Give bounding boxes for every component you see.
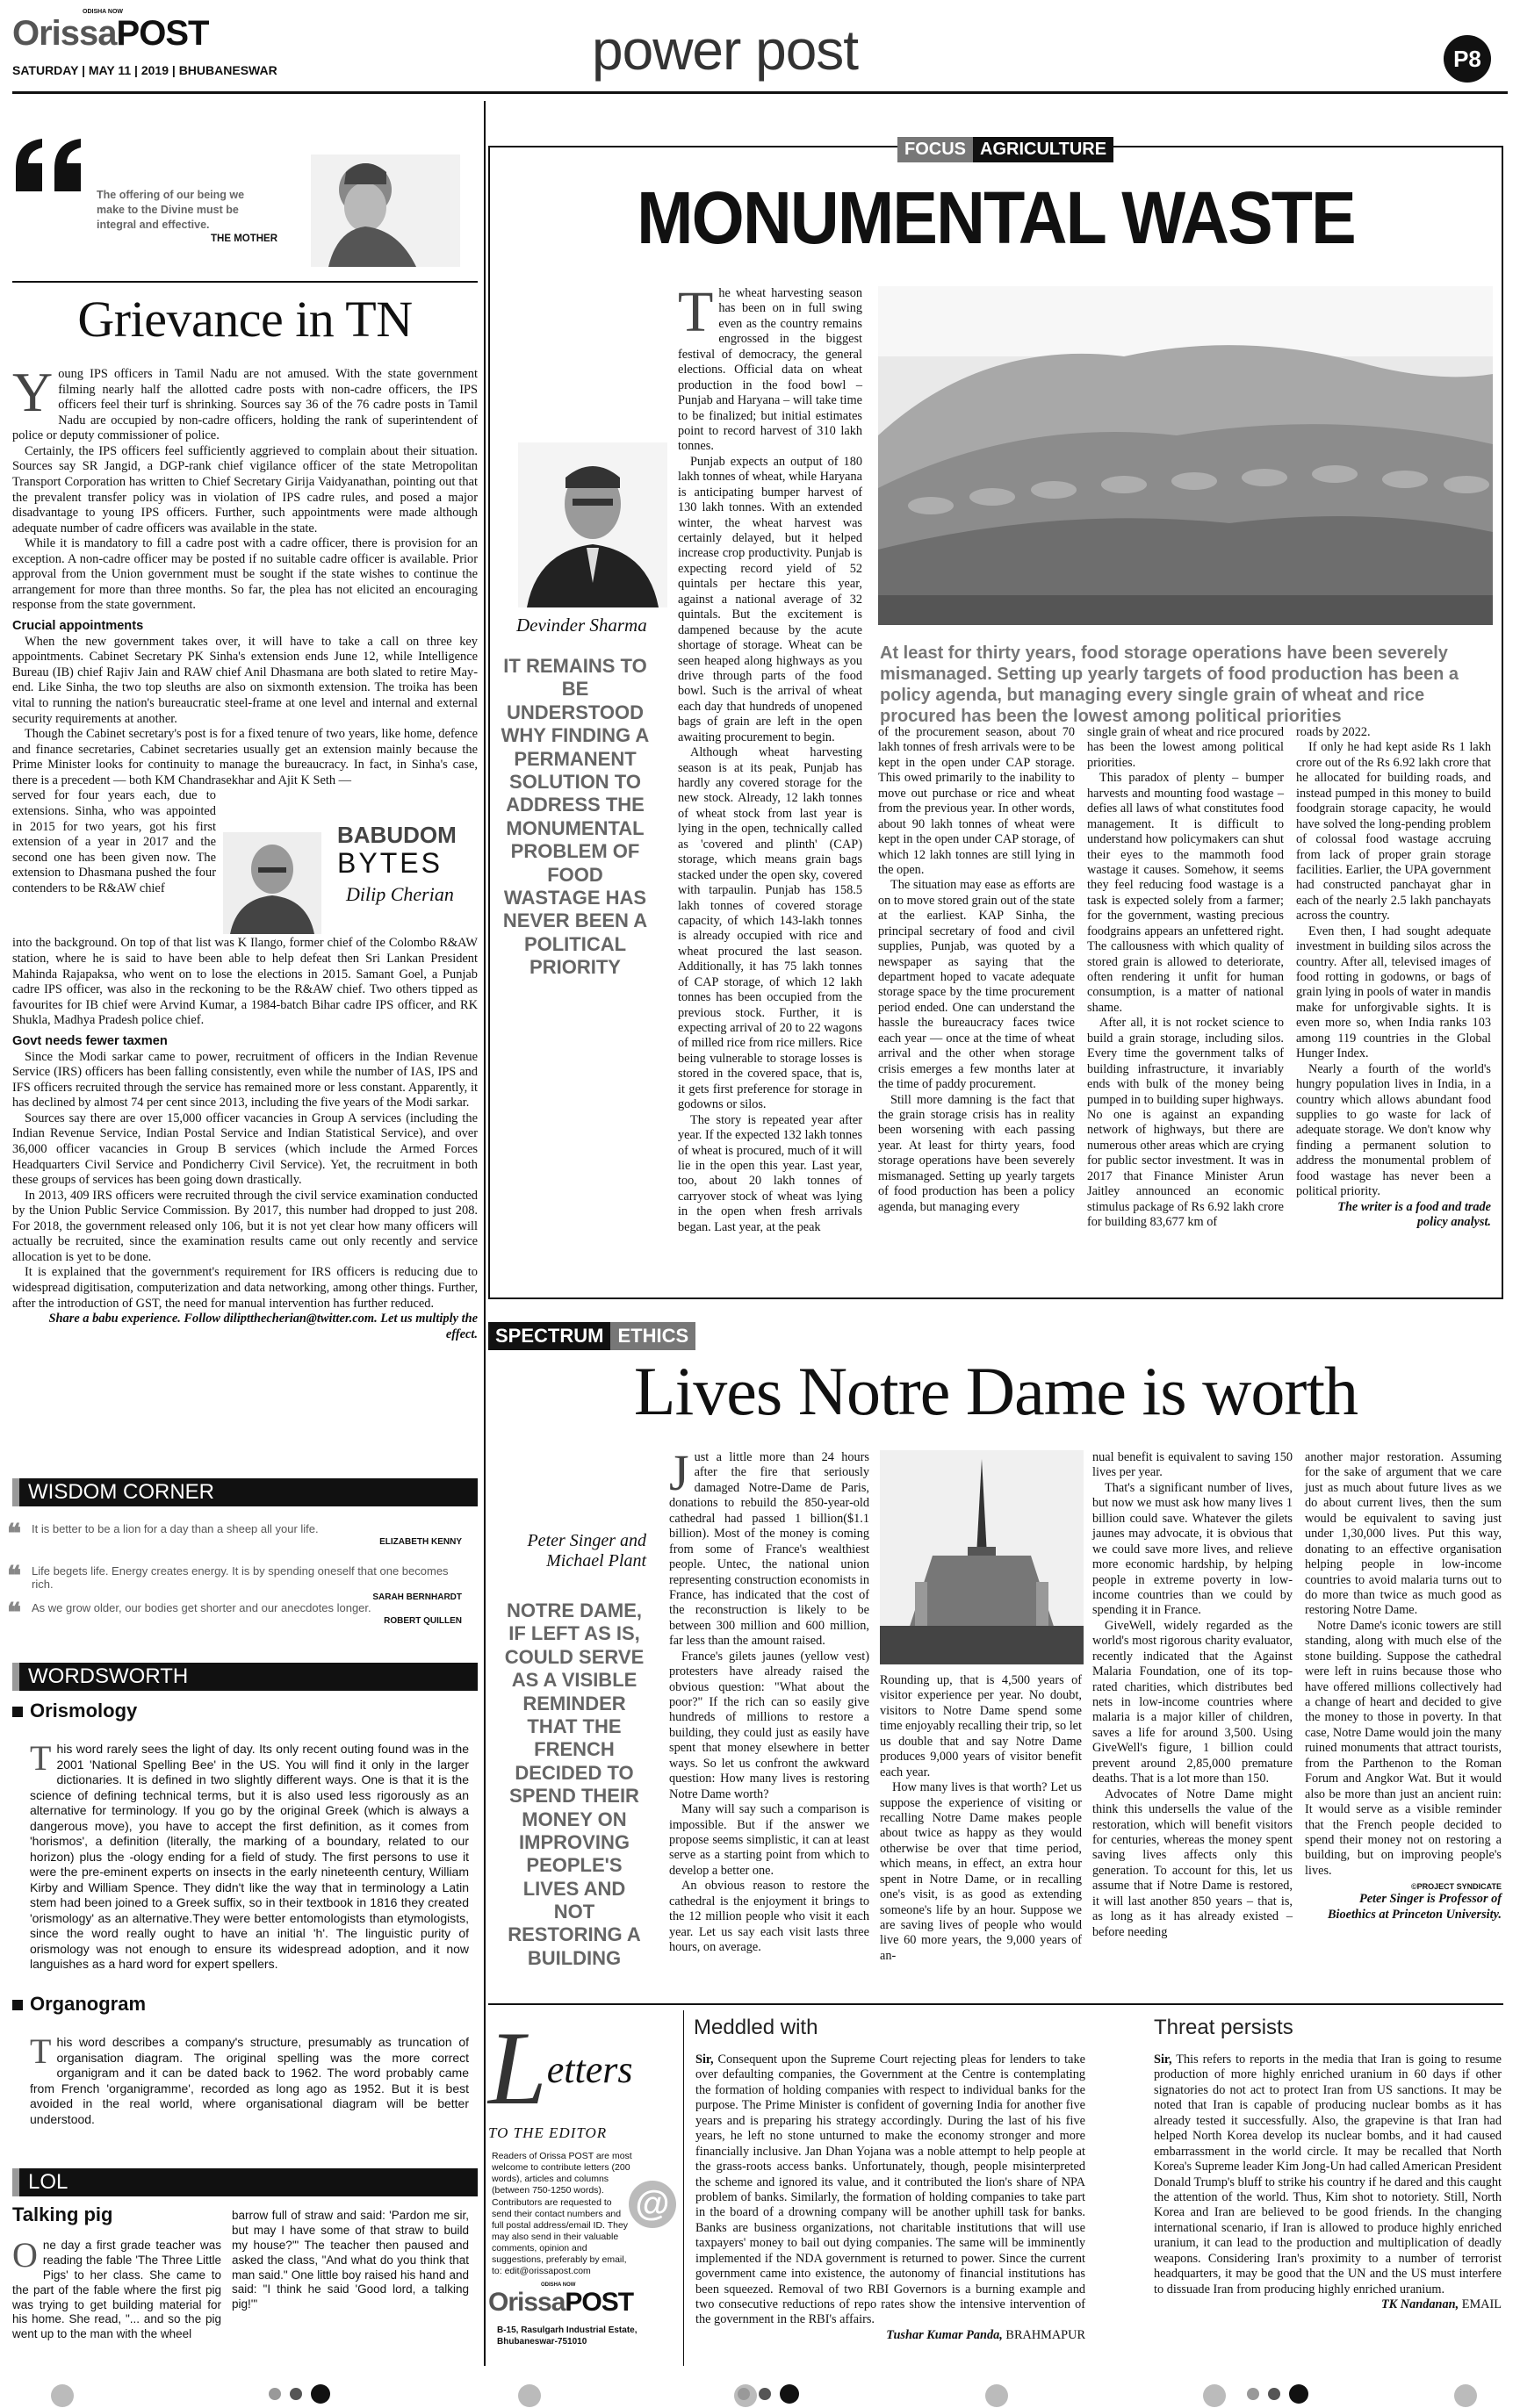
- letters-sub: TO THE EDITOR: [488, 2124, 608, 2141]
- quote-mark-icon: [12, 137, 88, 193]
- quote-author: THE MOTHER: [211, 234, 278, 244]
- spectrum-col1: J ust a little more than 24 hours after the fire that seriously damaged Notre-Dame de Paris, donations to rebuild the 850-year-old cathedral had passed 1 billion($1.1 billion). Most of the money is coming from some of France's wealthiest people. Untec, the national union representing construction economists in France, has indicated that the cost of the reconstruction is likely to be between 300 million and 600 million, far less than the amount raised. France's gilets jaunes (yellow vest) protesters have already raised the obvious question: "What about the poor?" If the rich can so easily give hundreds of millions to restore a building, they could just as easily have spent that money elsewhere in better ways. So let us confront the awkward question: How many lives is restoring Notre Dame worth? Many will say such a comparison is impossible. But if the answer we propose seems simplistic, it can at least serve as a starting point from which to develop a better one. An obvious reason to restore the cathedral is the enjoyment it brings to the 12 million people who visit it each year. Let us say each visit lasts three hours, on average.: [669, 1444, 869, 1954]
- subhead-fewer-taxmen: Govt needs fewer taxmen: [12, 1033, 168, 1048]
- portrait-illustration: [518, 442, 667, 607]
- grievance-para: Though the Cabinet secretary's post is for a fixed tenure of two years, like home, defence and finance secretaries, Cabinet secretaries usually get an extension mainly because the Prime Minister looks for continuity to manage the bureaucracy. In fact, in Sinha's case, there is a precedent — both KM Chandrasekhar and Ajit K Seth —: [12, 727, 478, 787]
- spectrum-tags: [488, 1322, 695, 1350]
- page-number-badge: P8: [1444, 35, 1491, 83]
- quote-mark-icon: ❝: [7, 1520, 22, 1549]
- letters-brand-logo: OrissaPOST: [488, 2288, 634, 2317]
- grievance-article: [12, 361, 478, 1342]
- masthead-rule: [12, 91, 1508, 94]
- babudom-wrap: [12, 788, 478, 936]
- registration-mark: [1454, 2384, 1477, 2407]
- notre-dame-photo: [880, 1450, 1084, 1664]
- letter1-title: Meddled with: [694, 2016, 818, 2039]
- date-line: SATURDAY | MAY 11 | 2019 | BHUBANESWAR: [12, 63, 277, 77]
- grievance-para: oung IPS officers in Tamil Nadu are not amused. With the state government filming nearly half the allotted cadre posts with non-cadre officers, the IPS officers feel their turf is shrinking. Sources say 36 of the 76 cadre posts in Tamil Nadu are occupied by non-cadre officers, holding the rank of superintendent of police or deputy commissioner of police.: [12, 367, 478, 443]
- spectrum-author: Peter Singer and Michael Plant: [527, 1531, 646, 1571]
- the-mother-photo: [311, 155, 460, 267]
- copyright: ©PROJECT SYNDICATE: [1411, 1882, 1502, 1892]
- focus-signoff: The writer is a food and trade policy analyst.: [1337, 1199, 1491, 1229]
- tag-focus: FOCUS: [897, 137, 973, 162]
- wordsworth-header: WORDSWORTH: [12, 1663, 478, 1691]
- letters-top-rule: [488, 2003, 1503, 2005]
- wrap-text: served for four years each, due to extensions. Sinha, who was appointed in 2015 for two years, got his first extension of a year in 2017 and the second one has been given now. The extension to Dhasmana pushed the four contenders to be R&AW chief: [12, 788, 216, 895]
- column-author: Dilip Cherian: [346, 883, 454, 906]
- word-orismology: Orismology: [12, 1700, 137, 1722]
- subhead-crucial-appointments: Crucial appointments: [12, 619, 144, 633]
- brand-logo: OrissaPOST: [12, 14, 209, 53]
- column-name-babudom: BABUDOM: [337, 822, 457, 849]
- focus-col2: of the procurement season, about 70 lakh tonnes of fresh arrivals were to be kept in the open under CAP storage. This owed primarily to the inability to move out purchase or rice and wheat from the previous year. In other words, about 90 lakh tonnes of wheat were kept in the open under CAP storage, of which 12 lakh tonnes are still lying in the open. The situation may ease as efforts are on to move stored grain out of the state at the earliest. KAP Sinha, the principal secretary of food and civil supplies, Punjab, was quoted by a newspaper as saying that the department hoped to vacate adequate storage space by the time procurement period ended. One can understand the hassle the bureaucracy faces twice each year — once at the time of wheat arrival and the other when storage crisis emerges a few months later at the time of paddy procurement. Still more damning is the fact that the grain storage crisis has in reality been worsening with each passing year. At least for thirty years, food storage operations have been severely mismanaged. Setting up yearly targets of food production has been a policy agenda, but managing every: [878, 725, 1075, 1214]
- wisdom-item: ❝ Life begets life. Energy creates energy. It is by spending oneself that one becomes rich. SARAH BERNHARDT: [7, 1562, 462, 1602]
- letter2-body: Sir, This refers to reports in the media that Iran is going to resume production of more highly enriched uranium in 60 days if other signatories do not act to protect Iran from US sanctions. It may be noted that Iran is capable of producing nuclear bombs as it has already tested it successfully. Also, the grapevine is that Iran had helped North Korea develop its nuclear bombs, and it had caused embarrassment in the world circle. It may be recalled that North Korea's Supreme leader Kim Jong-Un had called American President Donald Trump's bluff to strike his country if he dared and this caught the attention of the world. Thus, Kim shot to notoriety. Still, North Korea and Iran are believed to be good friends. In the changing international scenario, if Iran is allowed to produce highly enriched uranium, it can lead to the production and multiplication of deadly weapons. Considering Iran's proximity to a number of terrorist headquarters, it may be good that the UN and the US must interfere to dissuade Iran from producing highly enriched uranium. TK Nandanan, EMAIL: [1154, 2052, 1502, 2311]
- grievance-para: When the new government takes over, it will have to take a call on three key appointments. Cabinet Secretary PK Sinha's extension ends June 12, while Intelligence Bureau (IB) chief Rajiv Jain and RAW chief Anil Dhasmana are both slated to retire May-end. Like Sinha, the two top sleuths are also on sixmonth extension. The troika has been vital to running the nation's bureaucratic steel-frame at one level and internal and external security requirements at another.: [12, 634, 478, 726]
- wisdom-item: ❝ As we grow older, our bodies get shorter and our anecdotes longer. ROBERT QUILLEN: [7, 1599, 462, 1628]
- orismology-text: This word rarely sees the light of day. Its only recent outing found was in the 2001 'National Spelling Bee' in the US. You will find it only in the larger dictionaries. It is defined in two slightly different ways. One is that it is the science of defining technical terms, but it is also used less rigorously as an alternative for terminology. If you go by the original Greek (which is always a dangerous move), you have to accept the first definition, as it comes from 'horismos', a definition (literally, the marking of a boundary, related to our horizon) plus the -ology ending for a field of study. The first persons to use it were the pre-eminent experts on insects in the early nineteenth century, William Kirby and William Spence. They didn't like the way that in terminology a Latin stem had been joined to a Greek suffix, so in their textbook in 1816 they created 'orismology' as an alternative.They were better entomologists than etymologists, since the word really ought to have an initial 'h'. The linguistic purity of orismology was not enough to ensure its widespread adoption, and it now languishes as a hard word for expert spellers.: [30, 1738, 469, 1971]
- grievance-signoff: Share a babu experience. Follow diliptthecherian@twitter.com. Let us multiply the effect.: [48, 1312, 478, 1341]
- registration-mark: [985, 2384, 1008, 2407]
- grievance-para: Certainly, the IPS officers feel sufficiently aggrieved to complain about their situation. Sources say SR Jangid, a DGP-rank chief vigilance officer of the state Metropolitan Transport Corporation has written to Chief Secretary Girija Vaidyanathan, pointing out that the prevalent transfer policy was in violation of IPS cadre rules, and posed a major disadvantage to young IPS officers. Further, such appointments were made although adequate number of cadre officers was available in the state.: [12, 443, 478, 536]
- registration-mark: [1289, 2384, 1308, 2404]
- focus-col3: single grain of wheat and rice procured has been the lowest among political priorities. This paradox of plenty – bumper harvests and mounting food wastage – defies all laws of what constitutes food management. It is difficult to understand how policymakers can shut their eyes to the mammoth food wastage it causes. Somehow, it seems they feel reducing food wastage is a task is expected solely from a farmer; for the government, wasting precious foodgrains appears an unfettered right. The callousness with which quality of stored grain is allowed to deteriorate, often rendering it unfit for human consumption, is a matter of national shame. After all, it is not rocket science to build a grain storage, including silos. Every time the government talks of building infrastructure, it invariably ends with bulk of the money being pumped in to building super highways. No one is against an expanding network of highways, but there are numerous other areas which are crying for public sector investment. It was in 2017 that Finance Minister Arun Jaitley announced an economic stimulus package of Rs 6.92 lakh crore for building 83,677 km of: [1087, 725, 1284, 1229]
- grievance-para: While it is mandatory to fill a cadre post with a cadre officer, there is provision for an exception. A non-cadre officer may be posted if no suitable cadre officer is available. Prior approval from the Union government must be sought if the state wishes to continue the arrangement for more than three months. So far, the plea has not elicited an encouraging response from the state government.: [12, 536, 478, 613]
- left-column-divider: [484, 101, 486, 2366]
- dropcap: T: [30, 1738, 52, 1778]
- quote-text: The offering of our being we make to the Divine must be integral and effective.: [97, 189, 245, 231]
- registration-mark: [1203, 2384, 1226, 2407]
- registration-mark: [51, 2384, 74, 2407]
- lol-header: LOL: [12, 2168, 478, 2196]
- letter1-body: Sir, Consequent upon the Supreme Court rejecting pleas for lenders to take over defaulting companies, the Government at the Centre is contemplating the formation of holding companies with respect to individual banks for the purpose. The Prime Minister is confident of governing India for another five years and is preparing his strategy accordingly. During the last of his five years, he left no stone unturned to make the economy stronger and more financially inclusive. Jan Dhan Yojana was a noble attempt to help people at the grass-roots access banks. Unfortunately, though, people misinterpreted the scheme and ignored its value, and it contributed the lion's share of NPA problem of banks. Similarly, the formation of holding companies to take part in the board of a drowning company will be another uphill task for banks. Banks are business organizations, not charitable institutions that will use taxpayers' money to bail out dying companies. The same will be imminently implemented if the NDA government is returned to power. Since the current government came into existence, the autonomy of financial institutions has been squeezed. Removal of two RBI Governors is a burning example and two consecutive reductions of repo rates show the intensive intervention of the government in the RBI's affairs. Tushar Kumar Panda, BRAHMAPUR: [695, 2052, 1085, 2342]
- focus-col4: roads by 2022. If only he had kept aside Rs 1 lakh crore out of the Rs 6.92 lakh crore that he allocated for building roads, and instead pumped in this money to build foodgrain storage capacity, he would have solved the long-pending problem of colossal food wastage accruing from lack of proper grain storage facilities. Earlier, the UPA government had constructed panchayat ghar in each of the nearly 2.5 lakh panchayats across the country. Even then, I had sought adequate investment in building silos across the country. After all, televised images of food rotting in godowns, or bags of grain lying in pools of water in mandis make for unforgivable sights. It is even more so, when India ranks 103 among 119 countries in the Global Hunger Index. Nearly a fourth of the world's hungry population lives in India, in a country which allows abundant food supplies to go waste for lack of adequate storage. We don't know why finding a permanent solution to address the monumental problem of food wastage has never been a political priority. The writer is a food and trade policy analyst.: [1296, 725, 1491, 1229]
- bullet-icon: [12, 1707, 23, 1717]
- focus-photo-caption: At least for thirty years, food storage operations have been severely mismanaged. Setting up yearly targets of food production has been a policy agenda, but managing every single grain of wheat and rice procured has been the lowest among political priorities: [880, 643, 1459, 726]
- grain-sacks-photo: [878, 286, 1493, 625]
- letters-info: Readers of Orissa POST are most welcome to contribute letters (200 words), articles and columns (between 750-1250 words). Contributors are requested to send their contact numbers and full postal address/email ID. They may also send in their valuable comments, opinion and suggestions, preferably by email, to: edit@orissapost.com: [492, 2151, 632, 2277]
- column-name-bytes: BYTES: [337, 847, 443, 880]
- devinder-sharma-photo: [518, 442, 667, 607]
- spectrum-signoff: Peter Singer is Professor of Bioethics at Princeton University.: [1327, 1892, 1502, 1922]
- registration-mark: [780, 2384, 799, 2404]
- letters-brand-small: ODISHA NOW: [541, 2282, 576, 2288]
- grievance-para: In 2013, 409 IRS officers were recruited through the civil service examination conducted by the Union Public Service Commission. By 2017, this number had dropped to just 208. For 2018, the government released only 106, but it is not yet clear how many officers will actually be recruited, since the examination results came out only recently and service allocation is yet to be done.: [12, 1188, 478, 1264]
- quote-rule: [12, 281, 478, 283]
- registration-mark: [290, 2388, 302, 2400]
- quote-mark-icon: ❝: [7, 1562, 22, 1591]
- dropcap: T: [30, 2031, 52, 2071]
- focus-author: Devinder Sharma: [516, 615, 647, 636]
- portrait-illustration: [223, 832, 321, 934]
- wisdom-item: ❝ It is better to be a lion for a day than a sheep all your life. ELIZABETH KENNY: [7, 1520, 462, 1549]
- grievance-para: Sources say there are over 15,000 officer vacancies in Group A services (including the Indian Revenue Service, Indian Postal Service and Indian Statistical Service), and over 36,000 officer vacancies in Group B services (which include the Armed Forces Headquarters Civil Service and Pondicherry Civil Service). Yet, the recruitment in both these groups of services has been going down drastically.: [12, 1111, 478, 1188]
- section-title: power post: [592, 18, 859, 82]
- letters-masthead: [488, 2009, 678, 2126]
- notre-dame-illustration: [880, 1450, 1084, 1664]
- registration-mark: [1247, 2388, 1259, 2400]
- dropcap: O: [12, 2235, 38, 2275]
- portrait-illustration: [311, 155, 460, 267]
- wisdom-header: WISDOM CORNER: [12, 1478, 478, 1506]
- at-sign-icon: @: [629, 2181, 676, 2228]
- dilip-cherian-photo: [223, 832, 321, 934]
- tag-ethics: ETHICS: [610, 1322, 695, 1350]
- registration-mark: [1268, 2388, 1280, 2400]
- letters-word: etters: [546, 2048, 633, 2091]
- brand-small: ODISHA NOW: [83, 9, 124, 15]
- registration-mark: [269, 2388, 281, 2400]
- grievance-para: into the background. On top of that list was K Ilango, former chief of the Colombo R&AW station, where he is said to have been able to help defeat then Sri Lankan President Mahinda Rajapaksa, who went on to lose the elections in 2015. Samant Goel, a Punjab cadre IPS officer, was also in the reckoning to be the R&AW chief. Two others tipped as favourites for IB chief were Arvind Kumar, a 1984-batch Bihar cadre IPS officer, and RK Shukla, Madhya Pradesh police chief.: [12, 936, 478, 1028]
- focus-tags: [897, 137, 1113, 162]
- grain-sacks-illustration: [878, 286, 1493, 625]
- masthead: [12, 7, 1505, 91]
- spectrum-pull-quote: NOTRE DAME, IF LEFT AS IS, COULD SERVE AS A VISIBLE REMINDER THAT THE FRENCH DECIDED TO SPEND THEIR MONEY ON IMPROVING PEOPLE'S LIVES AND NOT RESTORING A BUILDING: [504, 1599, 645, 1969]
- quote-mark-icon: ❝: [7, 1599, 22, 1628]
- letter2-title: Threat persists: [1154, 2016, 1293, 2039]
- registration-mark: [738, 2388, 750, 2400]
- spectrum-headline: Lives Notre Dame is worth: [633, 1353, 1358, 1429]
- registration-mark: [311, 2384, 330, 2404]
- grievance-title: Grievance in TN: [77, 291, 413, 348]
- tag-spectrum: SPECTRUM: [488, 1322, 610, 1350]
- word-organogram: Organogram: [12, 1993, 146, 2016]
- focus-pull-quote: IT REMAINS TO BE UNDERSTOOD WHY FINDING A PERMANENT SOLUTION TO ADDRESS THE MONUMENTAL PROBLEM OF FOOD WASTAGE HAS NEVER BEEN A POLITICAL PRIORITY: [501, 655, 650, 979]
- grievance-para: It is explained that the government's requirement for IRS officers is reducing due to widespread digitisation, computerization and data networking, among other things. Further, after the introduction of GST, the need for manual intervention has further reduced.: [12, 1265, 478, 1311]
- grievance-dropcap: Y: [12, 361, 54, 423]
- spectrum-col4: another major restoration. Assuming for the sake of argument that we care just as much about future lives as we do about current lives, then the sum would be equivalent to saving just under 1,30,000 lives. Put this way, donating to an effective organisation helping people in low-income countries to avoid malaria turns out to do more than twice as much good as restoring Notre Dame. Notre Dame's iconic towers are still standing, along with much else of the stone building. Suppose the cathedral were left in ruins because those who have offered millions collectively had a change of heart and decided to give the money to those in poverty. In that case, Notre Dame would join the many ruined monuments that attract tourists, from the Parthenon to the Roman Forum and Angkor Wat. But it would also be more than just an ancient ruin: It would serve as a visible reminder that the French people decided to spend their money not on restoring a building, but on improving people's lives. ©PROJECT SYNDICATE Peter Singer is Professor of Bioethics at Princeton University.: [1305, 1450, 1502, 1922]
- lol-text-col1: One day a first grade teacher was reading the fable 'The Three Little Pigs' to her class. She came to the part of the fable where the first pig was trying to get building material for his home. She read, "... and so the pig went up to the man with the wheel: [12, 2235, 221, 2341]
- dropcap: T: [678, 280, 714, 344]
- lol-text-col2: barrow full of straw and said: 'Pardon me sir, but may I have some of that straw to build my house?'" The teacher then paused and asked the class, "And what do you think that man said." One little boy raised his hand and said: "I think he said 'Good lord, a talking pig!'": [232, 2209, 469, 2311]
- tag-agriculture: AGRICULTURE: [973, 137, 1113, 162]
- grievance-para: Since the Modi sarkar came to power, recruitment of officers in the Indian Revenue Service (IRS) officers has been falling consistently, even while the number of IAS, IPS and IFS officers recruited through the service has remained more or less constant. Apparently, it has declined by almost 74 per cent since 2013, including the five years of the Modi sarkar.: [12, 1049, 478, 1111]
- letters-big-l: L: [488, 2009, 547, 2126]
- focus-headline: MONUMENTAL WASTE: [637, 176, 1355, 259]
- registration-mark: [759, 2388, 771, 2400]
- spectrum-col2: Rounding up, that is 4,500 years of visitor experience per year. No doubt, visitors to Notre Dame spend some time enjoyably recalling their trip, so let us double that and say Notre Dame produces 9,000 years of visitor benefit each year. How many lives is that worth? Let us suppose the experience of visiting or recalling Notre Dame makes people about twice as happy as they would otherwise be over that time period, which means, in effect, an extra hour spent in Notre Dame, or in recalling one's visit, is as good as extending someone's life by an hour. Suppose we are saving lives of people who would live 60 more years, the 9,000 years of an-: [880, 1673, 1082, 1963]
- letters-address: B-15, Rasulgarh Industrial Estate, Bhubaneswar-751010: [497, 2325, 638, 2347]
- spectrum-col3: nual benefit is equivalent to saving 150 lives per year. That's a significant number of lives, but now we must ask how many lives 1 billion could save. Whatever the gilets jaunes may advocate, it is obvious that we could save more lives, and relieve more economic hardship, by helping people in extreme poverty in low-income countries than we could by spending it in France. GiveWell, widely regarded as the world's most rigorous charity evaluator, recently indicated that the Against Malaria Foundation, one of its top-rated charities, which distributes bed nets in low-income countries where malaria is a major killer of children, saves a life for around 3,500. Using GiveWell's figure, 1 billion could prevent around 2,85,000 premature deaths. That is a lot more than 150. Advocates of Notre Dame might think this undersells the value of the restoration, which will benefit visitors for centuries, whereas the money spent saving lives affects only this generation. To account for this, let us assume that if Notre Dame is restored, it will last another 850 years – that is, as long as it has already existed – before needing: [1092, 1450, 1293, 1939]
- dropcap: J: [669, 1444, 689, 1501]
- footer-registration-marks: [0, 2370, 1520, 2408]
- organogram-text: This word describes a company's structure, presumably as truncation of organisation diagram. The original spelling was the more correct organigram and it can be dated back to 1962. The word probably came from French 'organigramme', recorded as long ago as 1952. But it is best avoided in the real world, where organisational diagram will be better understood.: [30, 2031, 469, 2126]
- quote-block: [12, 132, 478, 272]
- focus-col1: T he wheat harvesting season has been on in full swing even as the country remains engrossed in the biggest festival of democracy, the general elections. Official data on wheat production in the food bowl – Punjab and Haryana – will take time to be finalized; but initial estimates point to record harvest of 310 lakh tonnes. Punjab expects an output of 180 lakh tonnes of wheat, while Haryana is anticipating bumper harvest of 130 lakh tonnes. With an extended winter, the wheat harvest was certainly delayed, but it helped increase crop productivity. Punjab is expecting record yield of 52 quintals per hectare this year, against a national average of 32 quintals. But the excitement is dampened because by the acute shortage of storage. Wheat can be seen heaped along highways as you drive through parts of the food bowl. Such is the arrival of wheat each day that hundreds of unopened bags of grain are left in the open awaiting procurement to begin. Although wheat harvesting season is at its peak, Punjab has hardly any covered storage for the new stock. Already, 12 lakh tonnes of wheat stock from last year is lying in the open, technically called as 'covered and plinth' (CAP) storage, which means grain bags stacked under the open sky, covered with tarpaulin. Punjab has 158.5 lakh tonnes of covered storage capacity, of which 143-lakh tonnes is already occupied with rice and wheat procured the last season. Additionally, it has 75 lakh tonnes of CAP storage, of which 12 lakh tonnes has been occupied from the previous stock. Further, it is expecting arrival of 20 to 22 wagons of milled rice from rice millers. Rice being vulnerable to storage losses is stored in the covered space, that is, it gets first preference for storage in godowns or silos. The story is repeated year after year. If the expected 132 lakh tonnes of wheat is procured, much of it will lie in the open this year. Last year, too, about 20 lakh tonnes of carryover stock of wheat was lying in the open when fresh arrivals began. Last year, at the peak: [678, 280, 863, 1234]
- letters-divider: [683, 2010, 684, 2366]
- lol-title: Talking pig: [12, 2203, 113, 2225]
- bullet-icon: [12, 2000, 23, 2010]
- registration-mark: [518, 2384, 541, 2407]
